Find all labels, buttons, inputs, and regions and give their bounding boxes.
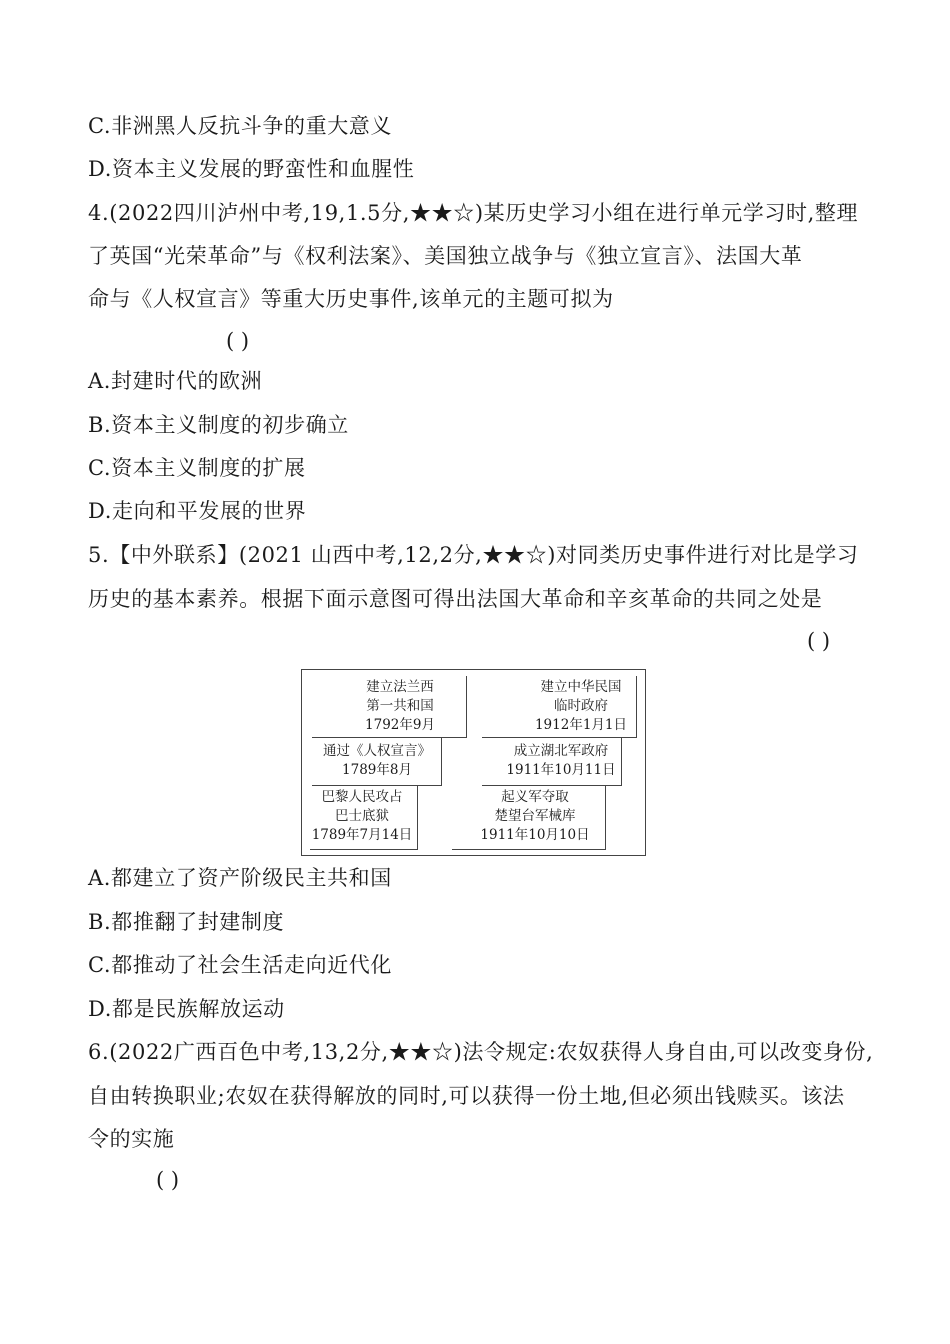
q5-answer-paren[interactable]: ( ) [807,629,831,653]
china-step-1: 起义军夺取 楚望台军械库 1911年10月10日 [480,789,590,843]
q5-option-b: B.都推翻了封建制度 [88,910,285,934]
q6-answer-paren[interactable]: ( ) [156,1168,180,1192]
france-step-3: 建立法兰西 第一共和国 1792年9月 [365,679,435,733]
q4-stem-line-2: 了英国“光荣革命”与《权利法案》、美国独立战争与《独立宣言》、法国大革 [88,244,803,268]
q4-answer-paren[interactable]: ( ) [226,329,250,353]
q4-option-c: C.资本主义制度的扩展 [88,456,306,480]
q6-stem-line-2: 自由转换职业;农奴在获得解放的同时,可以获得一份土地,但必须出钱赎买。该法 [88,1084,845,1108]
france-step-1: 巴黎人民攻占 巴士底狱 1789年7月14日 [311,789,413,843]
q6-stem-line-3: 令的实施 [88,1127,175,1151]
q3-option-c: C.非洲黑人反抗斗争的重大意义 [88,114,392,138]
france-step-2: 通过《人权宣言》 1789年8月 [323,743,431,778]
q5-option-a: A.都建立了资产阶级民主共和国 [88,866,392,890]
q4-stem-line-1: 4.(2022四川泸州中考,19,1.5分,★★☆)某历史学习小组在进行单元学习时,整理 [88,201,859,225]
q5-stem-line-2: 历史的基本素养。根据下面示意图可得出法国大革命和辛亥革命的共同之处是 [88,587,823,611]
revolution-timeline-diagram [301,669,646,856]
china-step-2: 成立湖北军政府 1911年10月11日 [506,743,616,778]
q4-option-d: D.走向和平发展的世界 [88,499,307,523]
q5-stem-line-1: 5.【中外联系】(2021 山西中考,12,2分,★★☆)对同类历史事件进行对比是学习 [88,543,859,567]
q6-stem-line-1: 6.(2022广西百色中考,13,2分,★★☆)法令规定:农奴获得人身自由,可以改变身份, [88,1040,874,1064]
q5-option-d: D.都是民族解放运动 [88,997,285,1021]
china-step-3: 建立中华民国 临时政府 1912年1月1日 [534,679,628,733]
q5-option-c: C.都推动了社会生活走向近代化 [88,953,392,977]
q4-option-b: B.资本主义制度的初步确立 [88,413,349,437]
q3-option-d: D.资本主义发展的野蛮性和血腥性 [88,157,415,181]
q4-stem-line-3: 命与《人权宣言》等重大历史事件,该单元的主题可拟为 [88,287,614,311]
q4-option-a: A.封建时代的欧洲 [88,369,263,393]
